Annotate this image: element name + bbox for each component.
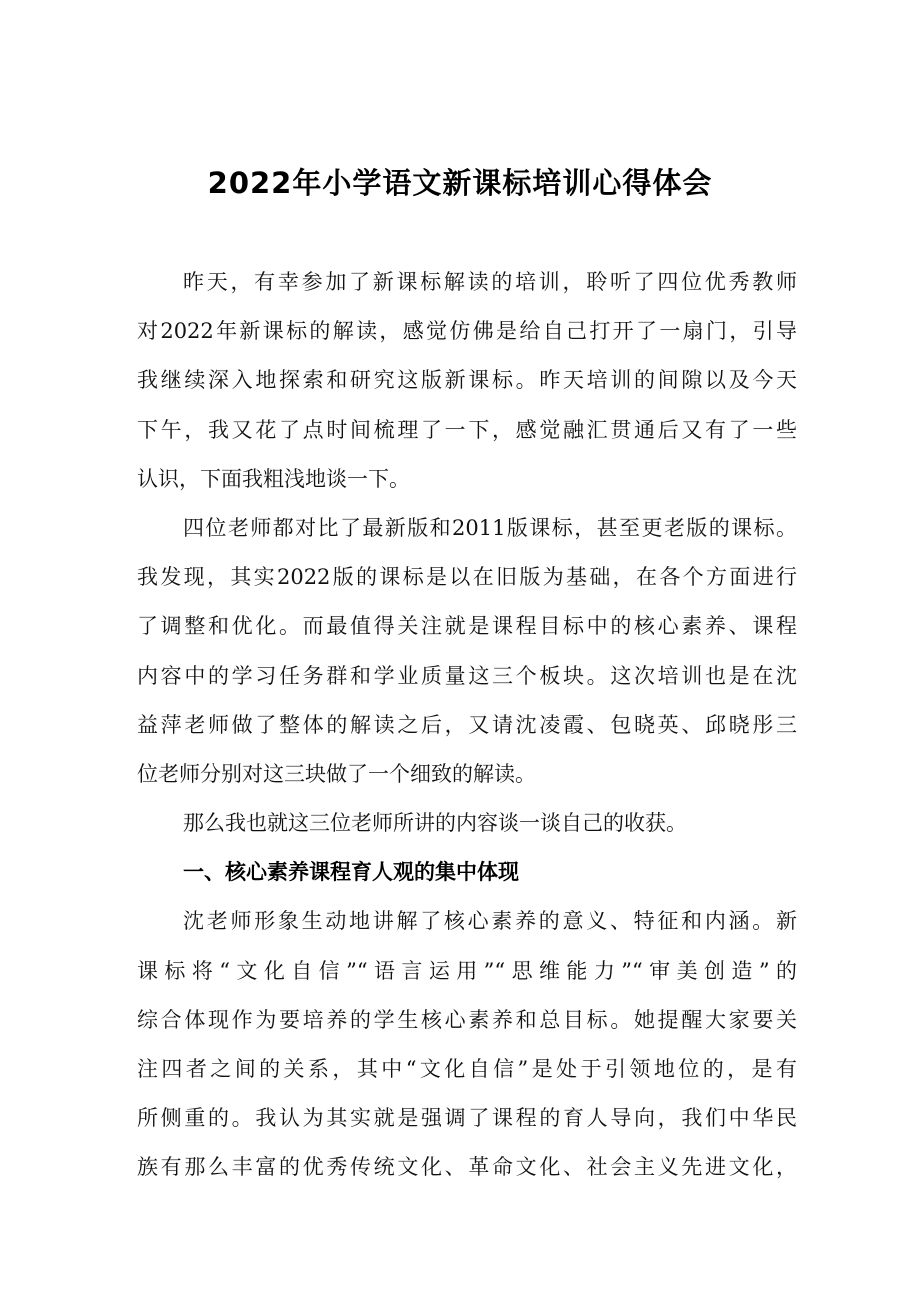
document-title: 2022年小学语文新课标培训心得体会 [207, 166, 713, 200]
paragraph-1-line-4: 下午，我又花了点时间梳理了一下，感觉融汇贯通后又有了一些 [137, 417, 797, 442]
paragraph-2-line-1: 四位老师都对比了最新版和2011版课标，甚至更老版的课标。 [183, 515, 797, 540]
paragraph-4-line-1: 沈老师形象生动地讲解了核心素养的意义、特征和内涵。新 [183, 909, 797, 934]
paragraph-2-line-6: 位老师分别对这三块做了一个细致的解读。 [137, 761, 536, 786]
paragraph-1-line-1: 昨天，有幸参加了新课标解读的培训，聆听了四位优秀教师 [183, 270, 797, 294]
paragraph-4-line-4: 注四者之间的关系，其中“文化自信”是处于引领地位的，是有 [137, 1057, 797, 1081]
paragraph-1-line-2: 对2022年新课标的解读，感觉仿佛是给自己打开了一扇门，引导 [137, 319, 797, 344]
paragraph-2-line-4: 内容中的学习任务群和学业质量这三个板块。这次培训也是在沈 [137, 663, 797, 688]
paragraph-2-line-5: 益萍老师做了整体的解读之后，又请沈凌霞、包晓英、邱晓彤三 [137, 712, 797, 737]
paragraph-2-line-3: 了调整和优化。而最值得关注就是课程目标中的核心素养、课程 [137, 614, 797, 639]
paragraph-4-line-3: 综合体现作为要培养的学生核心素养和总目标。她提醒大家要关 [137, 1007, 797, 1032]
section-heading: 一、核心素养课程育人观的集中体现 [183, 860, 519, 885]
paragraph-4-line-6: 族有那么丰富的优秀传统文化、革命文化、社会主义先进文化， [137, 1155, 797, 1180]
paragraph-2-line-2: 我发现，其实2022版的课标是以在旧版为基础，在各个方面进行 [137, 565, 797, 590]
document-body [137, 258, 797, 1193]
paragraph-4-line-5: 所侧重的。我认为其实就是强调了课程的育人导向，我们中华民 [137, 1106, 797, 1131]
paragraph-1-line-5: 认识，下面我粗浅地谈一下。 [137, 466, 410, 491]
paragraph-4-line-2: 课标将“文化自信”“语言运用”“思维能力”“审美创造”的 [137, 958, 797, 983]
paragraph-3-line-1: 那么我也就这三位老师所讲的内容谈一谈自己的收获。 [183, 811, 687, 836]
paragraph-1-line-3: 我继续深入地探索和研究这版新课标。昨天培训的间隙以及今天 [137, 368, 797, 393]
